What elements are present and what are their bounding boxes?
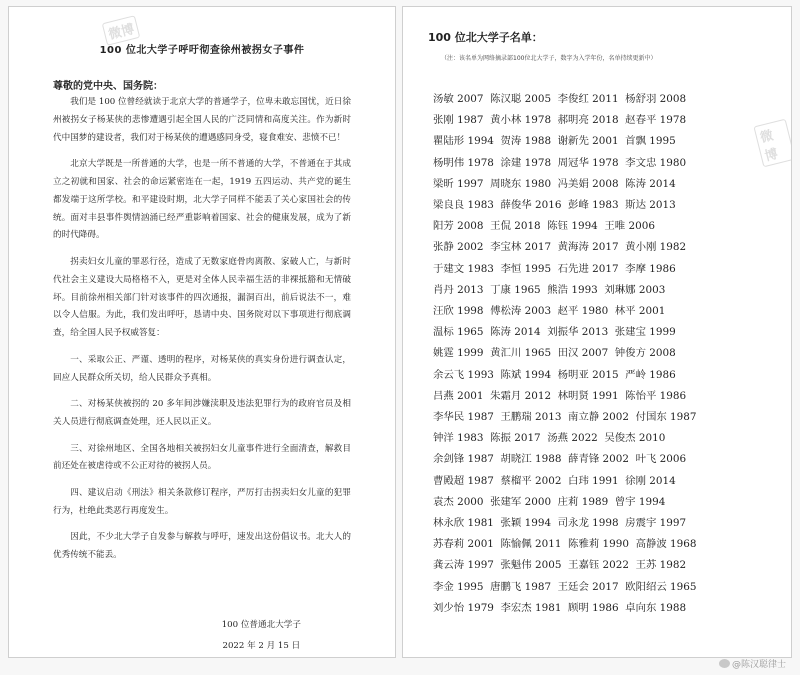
names-line: 于建文 1983 李恒 1995 石先进 2017 李摩 1986	[433, 262, 676, 275]
names-page	[402, 6, 792, 658]
letter-paragraph: 四、建议启动《刑法》相关条款修订程序，严厉打击拐卖妇女儿童的犯罪行为，杜绝此类恶行再度发生。	[53, 487, 351, 516]
names-line: 杨明伟 1978 涂建 1978 周冠华 1978 李文忠 1980	[433, 156, 687, 169]
names-line: 张静 2002 李宝林 2017 黄海涛 2017 黄小刚 1982	[433, 241, 687, 254]
names-line: 姚霆 1999 黄汇川 1965 田汉 2007 钟俊方 2008	[433, 347, 676, 360]
names-line: 钟洋 1983 陈振 2017 汤燕 2022 吴俊杰 2010	[433, 432, 666, 445]
letter-page	[8, 6, 396, 658]
letter-signature-block	[222, 615, 301, 657]
names-line: 阳芳 2008 王侃 2018 陈钰 1994 王唯 2006	[433, 220, 655, 233]
letter-paragraph: 我们是 100 位曾经就读于北京大学的普通学子，位卑未敢忘国忧，近日徐州被拐女子杨某侠的悲惨遭遇引起全国人民的广泛同情和高度关注。作为新时代中国梦的建设者，我们对于杨某侠的遭遇感同身受，寝食难安、悲愤不已！	[53, 97, 351, 143]
names-title: 100 位北大学子名单：	[428, 31, 543, 44]
letter-paragraph: 三、对徐州地区、全国各地相关被拐妇女儿童事件进行全面清查，解救目前还处在被虐待或不公正对待的被拐人员。	[53, 443, 351, 472]
names-line: 曹殿超 1987 蔡榴平 2002 白玮 1991 徐刚 2014	[433, 474, 676, 487]
names-list	[433, 89, 788, 619]
letter-body	[53, 94, 351, 565]
names-line: 龚云涛 1997 张魁伟 2005 王嘉钰 2022 王苏 1982	[433, 559, 687, 572]
letter-paragraph: 北京大学既是一所普通的大学，也是一所不普通的大学，不普通在于其成立之初就和国家、社会的命运紧密连在一起，1919 五四运动、共产党的诞生都发端于这所学校。和平建设时期，北大学子同样不能丢了关心家国社会的传统。面对丰县事件舆情汹涌已经严重影响着国家、社会的健康发展，成为了新的时代降碍。	[53, 159, 351, 241]
letter-title: 100 位北大学子呼吁彻查徐州被拐女子事件	[99, 45, 305, 56]
letter-paragraph: 二、对杨某侠被拐的 20 多年间涉嫌渎职及违法犯罪行为的政府官员及相关人员进行彻底调查处理，还人民以正义。	[53, 399, 351, 427]
names-line: 李华民 1987 王鹏瑞 2013 南立静 2002 付国东 1987	[433, 411, 697, 424]
names-line: 汤敏 2007 陈汉聪 2005 李俊红 2011 杨舒羽 2008	[433, 93, 687, 105]
letter-paragraph: 一、采取公正、严谨、透明的程序，对杨某侠的真实身份进行调查认定，回应人民群众所关切，给人民群众予真相。	[53, 354, 351, 383]
names-note: （注：该名单为网络摘录部100位北大学子，数字为入学年份，名单持续更新中）	[441, 55, 657, 62]
weibo-watermark: 微博	[753, 119, 792, 168]
credit-text: @陈汉聪律士	[731, 660, 786, 670]
names-line: 肖丹 2013 丁康 1965 熊浩 1993 刘琳娜 2003	[433, 283, 666, 296]
letter-salutation: 尊敬的党中央、国务院：	[53, 81, 163, 92]
names-line: 李金 1995 唐鹏飞 1987 王廷会 2017 欧阳绍云 1965	[433, 580, 697, 593]
weibo-credit	[719, 657, 786, 670]
names-line: 瞿陆形 1994 贺涛 1988 谢新先 2001 首飘 1995	[433, 135, 676, 148]
names-line: 林永欣 1981 张颖 1994 司永龙 1998 房震宇 1997	[433, 517, 687, 530]
names-line: 张刚 1987 黄小林 1978 郝明亮 2018 赵春平 1978	[433, 114, 687, 127]
letter-paragraph: 拐卖妇女儿童的罪恶行径，造成了无数家庭骨肉离散、家破人亡，与新时代社会主义建设大局格格不入，更是对全体人民幸福生活的非裸抵豁和无情破坏。目前徐州相关部门针对该事件的四次通报，漏洞百出，前后说法不一，难以令人信服。为此，我们发出呼吁，恳请中央、国务院对以下事项进行彻底调查，给全国人民予权威答复：	[53, 256, 351, 339]
names-line: 吕燕 2001 朱霜月 2012 林明贤 1991 陈怡平 1986	[433, 389, 687, 402]
letter-paragraph: 因此，不少北大学子自发参与解救与呼吁，速发出这份倡议书。北大人的优秀传统不能丢。	[53, 532, 351, 561]
letter-signature: 100 位普通北大学子	[221, 620, 301, 630]
names-line: 余剑锋 1987 胡晓江 1988 薛青锋 2002 叶飞 2006	[433, 453, 687, 466]
names-line: 温标 1965 陈涛 2014 刘振华 2013 张建宝 1999	[433, 326, 676, 339]
names-line: 刘少怡 1979 李宏杰 1981 顾明 1986 卓向东 1988	[433, 601, 687, 614]
names-line: 汪欣 1998 傅松涛 2003 赵平 1980 林平 2001	[433, 305, 666, 318]
letter-date: 2022 年 2 月 15 日	[222, 641, 301, 651]
names-line: 苏春莉 2001 陈愉佩 2011 陈雅莉 1990 高静波 1968	[433, 538, 697, 551]
names-line: 梁良良 1983 薛俊华 2016 彭峰 1983 斯达 2013	[433, 199, 676, 212]
names-line: 梁昕 1997 周晓东 1980 冯美娟 2008 陈涛 2014	[433, 177, 676, 190]
names-line: 余云飞 1993 陈斌 1994 杨明亚 2015 严岭 1986	[433, 368, 676, 381]
names-line: 袁杰 2000 张建军 2000 庄莉 1989 曾宇 1994	[433, 495, 666, 508]
weibo-watermark: 微博	[102, 15, 141, 46]
weibo-icon	[719, 659, 730, 668]
